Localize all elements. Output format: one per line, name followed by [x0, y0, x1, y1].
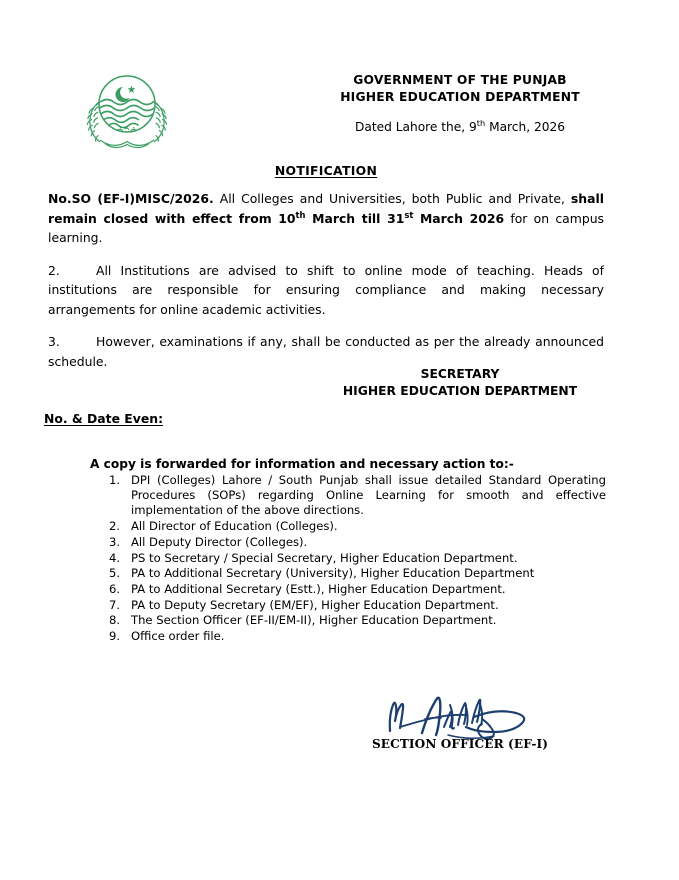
punjab-government-emblem-icon — [79, 68, 175, 154]
notification-title: NOTIFICATION — [274, 163, 378, 178]
list-item — [90, 566, 606, 581]
list-item-text: All Deputy Director (Colleges). — [131, 534, 308, 549]
list-item-number: 4. — [108, 550, 120, 565]
list-item — [90, 582, 606, 597]
list-item-text: PA to Additional Secretary (University), Higher Education Department — [131, 566, 535, 581]
copy-forwarded-list — [90, 473, 606, 644]
government-line: GOVERNMENT OF THE PUNJAB — [353, 73, 567, 87]
signature-caption: SECTION OFFICER (EF-I) — [371, 737, 549, 751]
copy-forwarded-heading: A copy is forwarded for information and necessary action to:- — [90, 457, 514, 471]
list-item-text: Office order file. — [131, 629, 225, 644]
paragraph-1-text-a: All Colleges and Universities, both Public and Private, — [213, 191, 571, 206]
list-item — [90, 598, 606, 613]
secretary-department: HIGHER EDUCATION DEPARTMENT — [342, 383, 578, 398]
signature-area — [250, 683, 670, 751]
date-prefix: Dated Lahore the, 9 — [354, 120, 477, 134]
list-item-number: 3. — [108, 534, 120, 549]
list-item — [90, 551, 606, 566]
paragraph-1 — [48, 189, 604, 248]
paragraph-1-text-b: for on campus learning. — [48, 210, 604, 245]
list-item-number: 9. — [108, 629, 120, 644]
list-item-number: 6. — [108, 581, 120, 596]
list-item-number: 2. — [108, 519, 120, 534]
list-item-text: DPI (Colleges) Lahore / South Punjab shall issue detailed Standard Operating Procedures (SOPs) regarding Online Learning for smooth and effective implementation of the above directions. — [131, 473, 606, 518]
department-line: HIGHER EDUCATION DEPARTMENT — [340, 89, 580, 104]
list-item-number: 8. — [108, 613, 120, 628]
paragraph-1-bold-c: March 2026 — [413, 210, 505, 226]
list-item — [90, 473, 606, 519]
no-and-date-even-label: No. & Date Even: — [44, 411, 164, 426]
list-item — [90, 535, 606, 550]
list-item — [90, 519, 606, 534]
list-item-text: All Director of Education (Colleges). — [131, 519, 338, 534]
list-item-text: The Section Officer (EF-II/EM-II), Higher Education Department. — [131, 613, 497, 628]
date-suffix: March, 2026 — [485, 120, 565, 134]
secretary-title: SECRETARY — [420, 367, 500, 381]
document-body — [48, 163, 604, 371]
paragraph-2-number: 2. — [48, 262, 60, 278]
paragraph-1-bold-b: March till 31 — [305, 210, 405, 226]
dated-line — [250, 117, 670, 134]
list-item-number: 7. — [108, 597, 120, 612]
handwritten-signature-icon — [378, 683, 543, 741]
list-item-text: PA to Deputy Secretary (EM/EF), Higher Education Department. — [131, 597, 499, 612]
paragraph-1-bold-a: shall remain closed with effect from 10 — [48, 191, 604, 226]
document-header — [0, 62, 679, 152]
paragraph-2-text: All Institutions are advised to shift to online mode of teaching. Heads of institutions are responsible for ensuring compliance and making necessary arrangements for online academic activities. — [48, 262, 604, 317]
list-item — [90, 629, 606, 644]
list-item — [90, 613, 606, 628]
paragraph-3-number: 3. — [48, 334, 60, 349]
list-item-number: 1. — [108, 473, 120, 487]
secretary-signatory-block — [250, 366, 670, 399]
paragraph-1-ordinal-b: st — [404, 209, 414, 220]
copy-forwarded-section — [90, 457, 606, 645]
notification-reference-number: No.SO (EF-I)MISC/2026. — [48, 191, 214, 206]
paragraph-2 — [48, 261, 604, 320]
paragraph-3-text: However, examinations if any, shall be conducted as per the already announced schedule. — [48, 334, 604, 369]
list-item-number: 5. — [108, 566, 120, 581]
list-item-text: PA to Additional Secretary (Estt.), Higher Education Department. — [131, 581, 506, 596]
paragraph-1-ordinal-a: th — [295, 209, 306, 220]
date-ordinal: th — [476, 117, 486, 128]
list-item-text: PS to Secretary / Special Secretary, Higher Education Department. — [131, 550, 518, 565]
header-title-block — [250, 72, 670, 134]
